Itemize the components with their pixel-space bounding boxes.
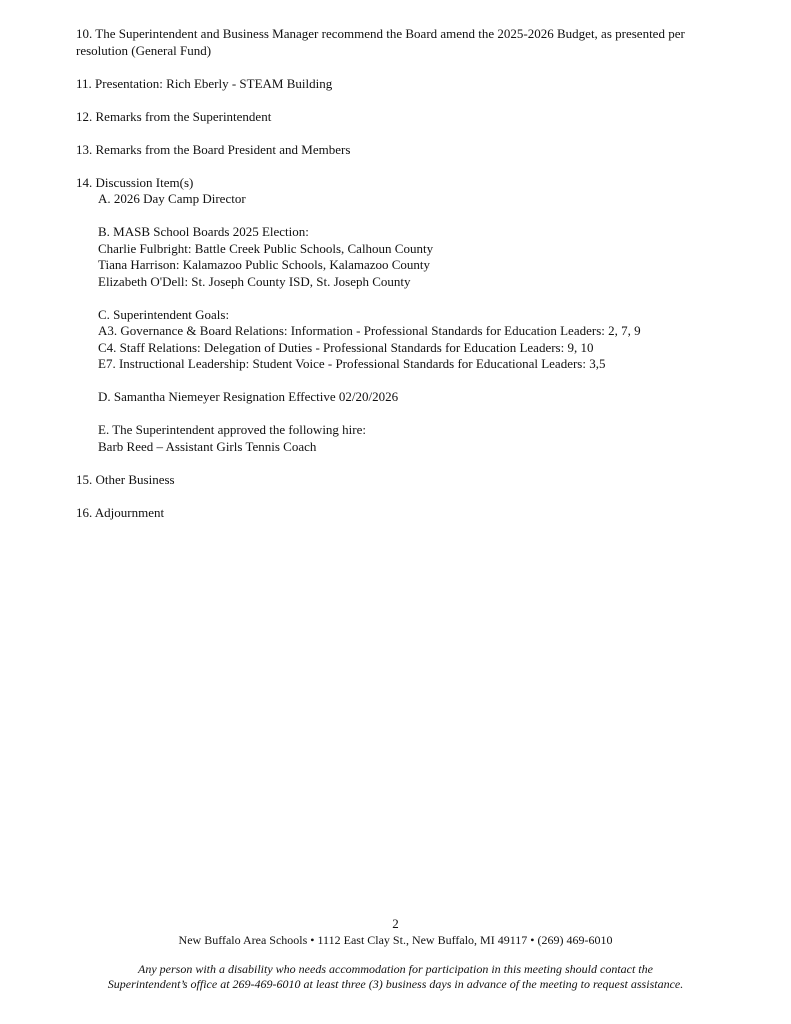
agenda-item-12-text: 12. Remarks from the Superintendent <box>76 108 272 124</box>
accessibility-notice-line-1: Any person with a disability who needs accommodation for participation in this meeting should contact the <box>138 962 653 976</box>
footer-address: New Buffalo Area Schools • 1112 East Clay St., New Buffalo, MI 49117 • (269) 469-6010 <box>178 933 613 947</box>
agenda-item-11 <box>76 76 746 93</box>
accessibility-notice <box>0 962 791 992</box>
goal-line: C4. Staff Relations: Delegation of Duties - Professional Standards for Education Leaders: 9, 10 <box>98 339 594 355</box>
candidate-line: Charlie Fulbright: Battle Creek Public Schools, Calhoun County <box>98 240 434 256</box>
agenda-item-13-text: 13. Remarks from the Board President and Members <box>76 141 351 157</box>
agenda-item-10 <box>76 26 746 59</box>
agenda-item-12 <box>76 109 746 126</box>
discussion-item-d-text: D. Samantha Niemeyer Resignation Effective 02/20/2026 <box>98 389 399 404</box>
page-number: 2 <box>392 916 399 931</box>
candidate-line: Elizabeth O'Dell: St. Joseph County ISD, St. Joseph County <box>98 273 411 289</box>
agenda-item-16 <box>76 505 746 522</box>
goal-line: E7. Instructional Leadership: Student Voice - Professional Standards for Educational Leaders: 3,5 <box>98 356 606 371</box>
agenda-item-10-line-1: 10. The Superintendent and Business Manager recommend the Board amend the 2025-2026 Budget, as presented per <box>76 26 685 41</box>
discussion-item-c <box>98 307 746 373</box>
agenda-item-14 <box>76 175 746 456</box>
agenda-item-15-text: 15. Other Business <box>76 471 175 487</box>
discussion-item-c-heading: C. Superintendent Goals: <box>98 306 230 322</box>
candidate-line: Tiana Harrison: Kalamazoo Public Schools, Kalamazoo County <box>98 257 431 272</box>
discussion-item-e <box>98 422 746 455</box>
agenda-item-14-title: 14. Discussion Item(s) <box>76 174 194 190</box>
discussion-item-b-heading: B. MASB School Boards 2025 Election: <box>98 224 309 239</box>
discussion-items <box>76 191 746 455</box>
agenda-item-11-text: 11. Presentation: Rich Eberly - STEAM Building <box>76 75 333 91</box>
goal-line: A3. Governance & Board Relations: Information - Professional Standards for Education Leaders: 2, 7, 9 <box>98 323 641 338</box>
agenda-item-13 <box>76 142 746 159</box>
discussion-item-e-hire: Barb Reed – Assistant Girls Tennis Coach <box>98 438 317 454</box>
discussion-item-b <box>98 224 746 290</box>
agenda-item-16-text: 16. Adjournment <box>76 504 165 520</box>
discussion-item-a-text: A. 2026 Day Camp Director <box>98 191 246 206</box>
agenda-list <box>76 26 746 538</box>
agenda-item-15 <box>76 472 746 489</box>
discussion-item-d <box>98 389 746 406</box>
agenda-item-10-line-2: resolution (General Fund) <box>76 42 212 58</box>
discussion-item-e-heading: E. The Superintendent approved the following hire: <box>98 422 366 437</box>
discussion-item-a <box>98 191 746 208</box>
accessibility-notice-line-2: Superintendent’s office at 269-469-6010 at least three (3) business days in advance of the meeting to request assistance. <box>107 977 684 991</box>
